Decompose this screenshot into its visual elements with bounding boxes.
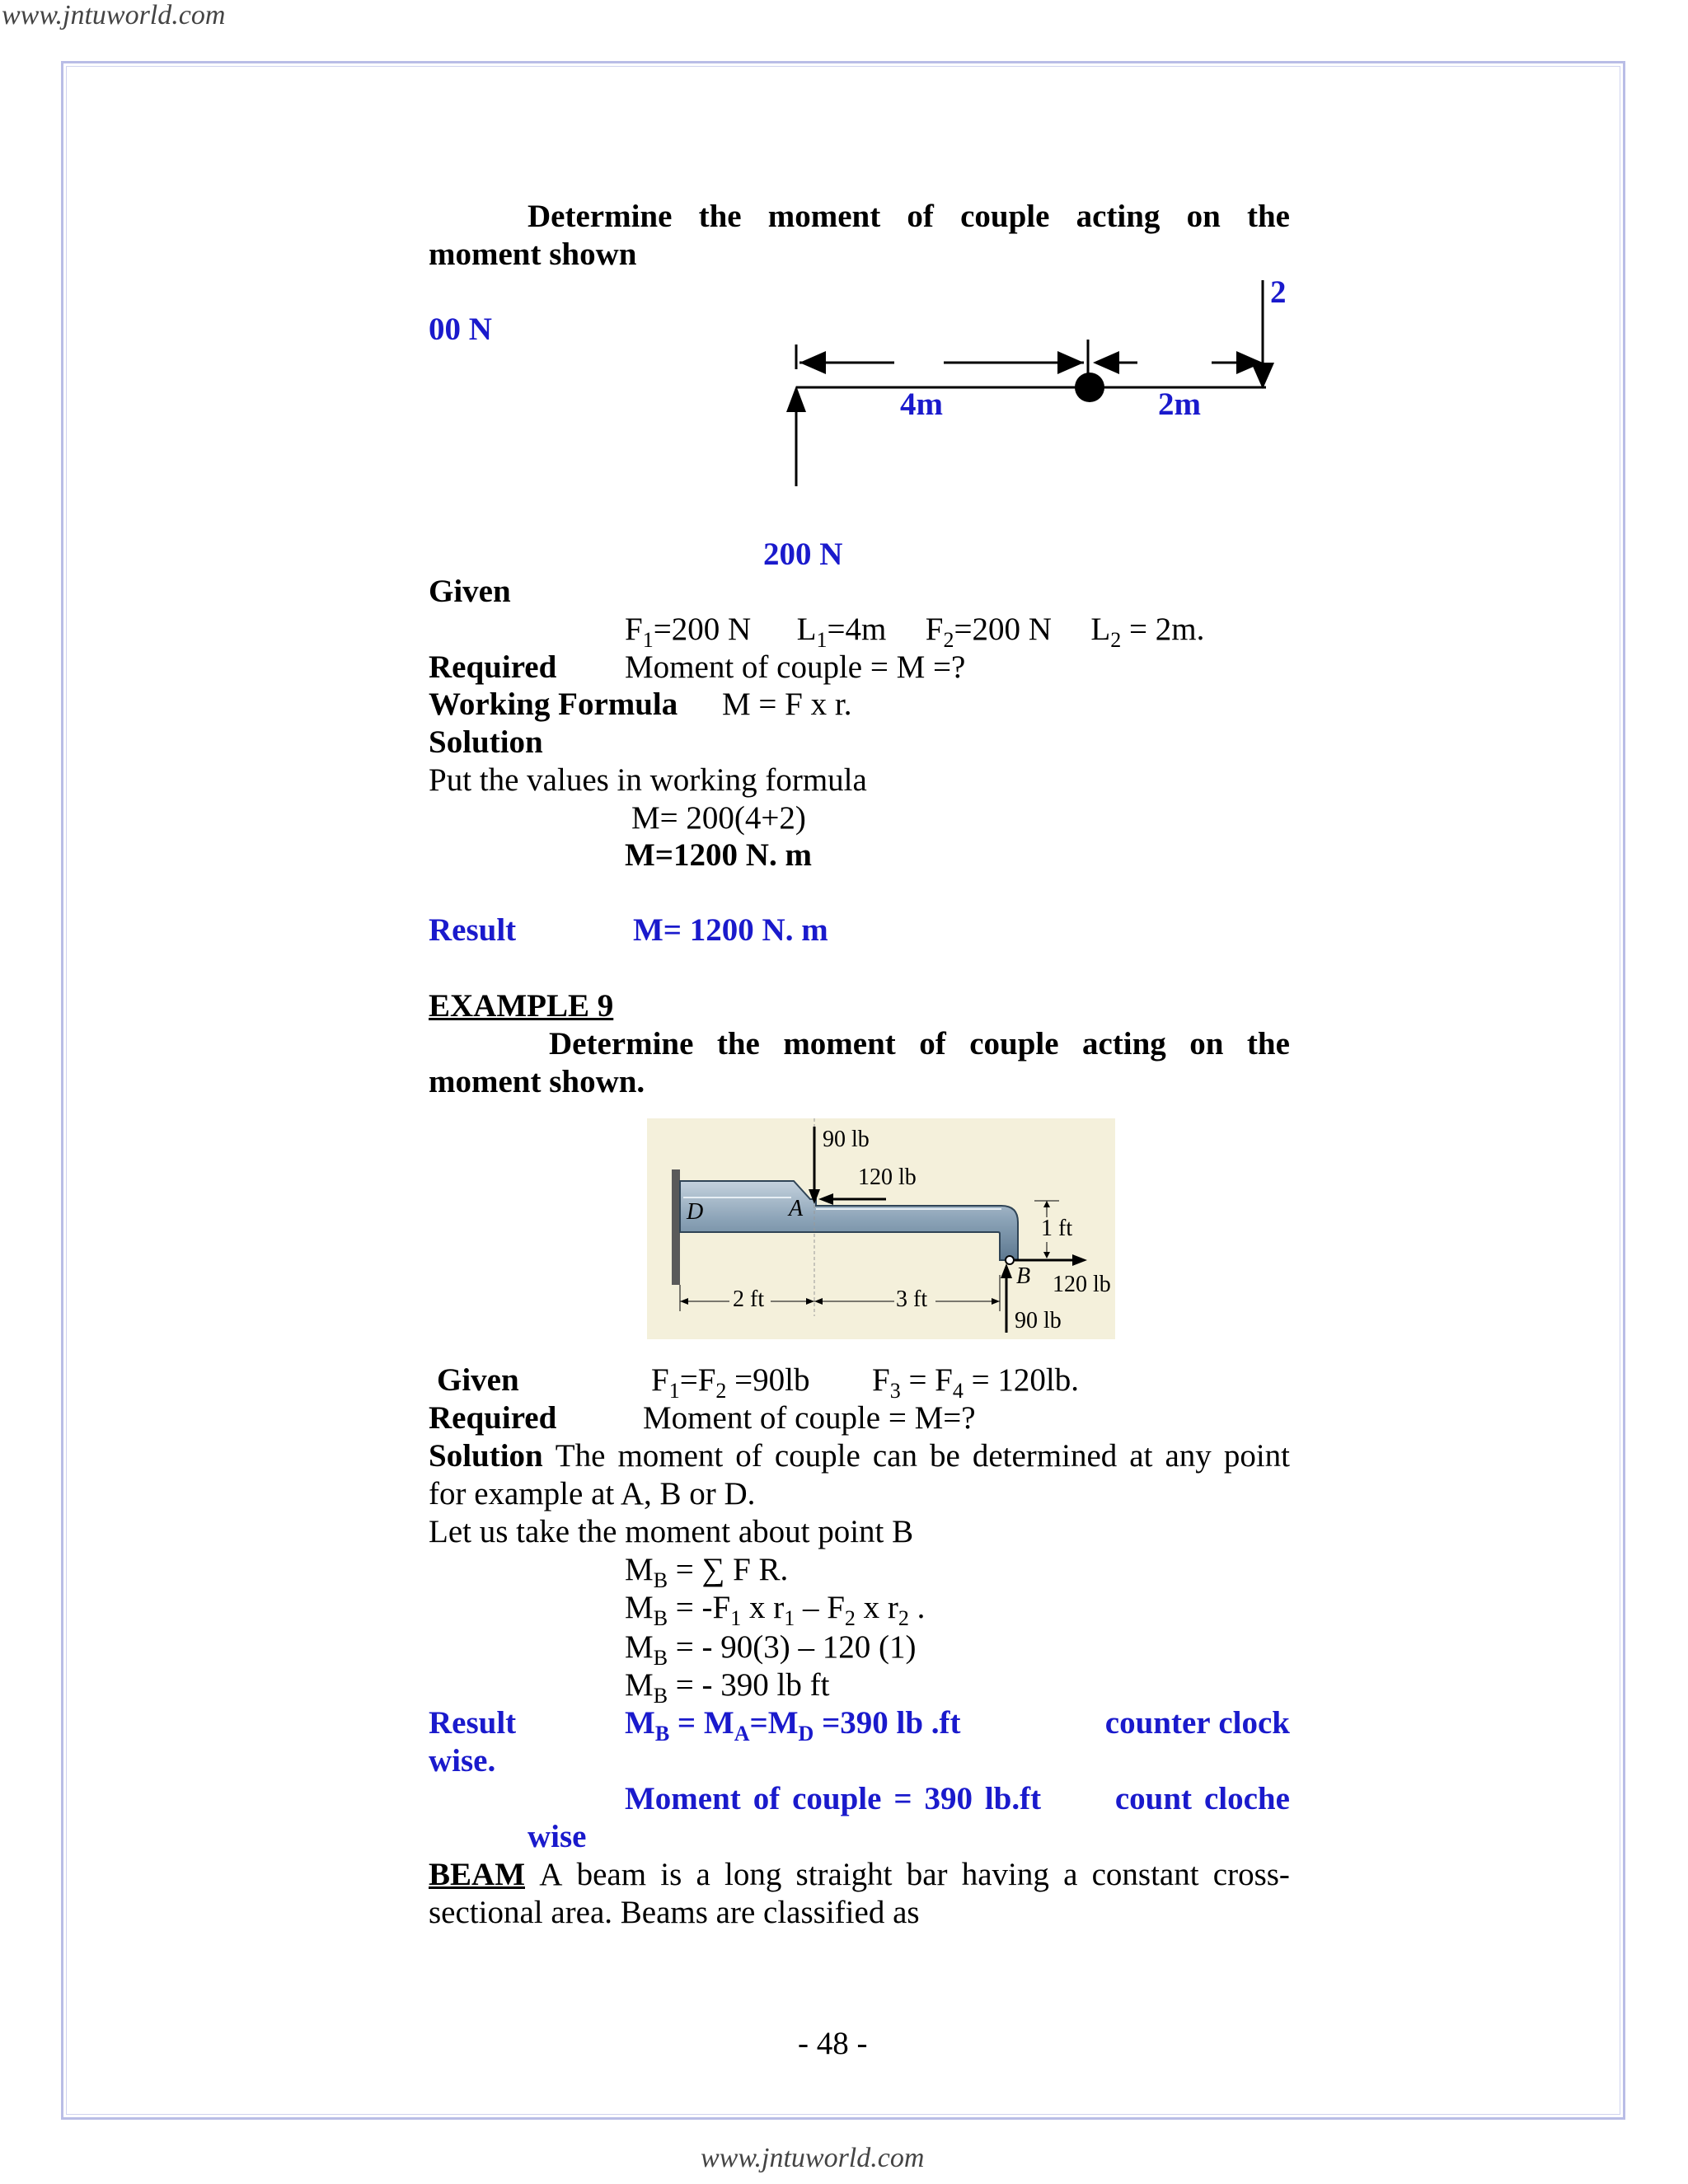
fig8-bottom-force-label: 200 N [763,537,843,572]
ex9-result-label: Result [429,1705,517,1741]
ex9-required-label: Required [429,1400,557,1436]
ex8-result-label: Result [429,912,517,948]
ex8-question-line1: Determine the moment of couple acting on the [528,199,1290,234]
ex8-required-label: Required [429,649,557,685]
watermark-top: www.jntuworld.com [2,0,226,30]
ex9-solution-line2: for example at A, B or D. [429,1476,756,1511]
ex9-solution-line1: Solution The moment of couple can be determined at any point [429,1438,1290,1474]
fig9-point-a: A [789,1196,804,1221]
ex8-solution-text: Put the values in working formula [429,762,867,798]
ex8-given-values: $F_1=200$ N $L_1=4m$ $F_2=200$ N $L_2 = 2m$. [625,612,1205,652]
watermark-bottom: www.jntuworld.com [701,2143,925,2173]
ex8-formula-text: M = F x r. [722,687,852,722]
ex9-calc3: $M_B$ = - 90(3) – 120 (1) [625,1629,917,1670]
fig9-panel [647,1118,1115,1339]
fig8-left-force-label: 00 N [429,312,492,347]
ex9-result-wrap: wise. [429,1743,496,1779]
ex9-solution-line3: Let us take the moment about point B [429,1514,914,1549]
fig9-point-d: D [687,1199,704,1225]
fig9-label-90lb-top: 90 lb [823,1127,870,1152]
page-number: - 48 - [798,2026,868,2061]
ex8-result-text: M= 1200 N. m [633,912,828,948]
fig9-label-120lb-right: 120 lb [1053,1272,1111,1297]
ex9-heading: EXAMPLE 9 [429,988,614,1024]
beam-line1: BEAM A beam is a long straight bar having a constant cross- [429,1857,1290,1892]
fig9-label-120lb-mid: 120 lb [858,1165,917,1190]
fig8-right-force-label: 2 [1270,274,1287,310]
ex9-required-text: Moment of couple = M=? [643,1400,976,1436]
fig9-dim-3ft: 3 ft [896,1286,928,1312]
ex9-calc2: $M_B = -F_1$ x $r_1 - F_2$ x $r_2$ . [625,1590,926,1630]
fig9-point-b: B [1016,1263,1031,1289]
fig9-dim-1ft: 1 ft [1041,1216,1073,1241]
ex9-result-line: $M_B = M_A=M_D =390$ lb .ft counter clock [625,1705,1290,1746]
ex9-question-line1: Determine the moment of couple acting on the [549,1026,1290,1062]
ex8-solution-label: Solution [429,724,543,760]
ex9-calc1: $M_B$ = ∑ F R. [625,1552,789,1592]
fig8-diagram [775,272,1302,494]
ex8-formula-label: Working Formula [429,687,678,722]
ex9-given-values: $F_1=F_2 =90lb$ $F_3 = F_4 = 120lb$. [651,1362,1079,1403]
fig9-dim-2ft: 2 ft [733,1286,765,1312]
ex9-moment-line: Moment of couple = 390 lb.ft count cloche [625,1781,1290,1816]
ex8-question-line2: moment shown [429,237,637,272]
ex8-required-text: Moment of couple = M =? [625,649,966,685]
ex9-calc4: $M_B$ = - 390 lb ft [625,1667,830,1708]
fig9-label-90lb-bottom: 90 lb [1015,1308,1062,1333]
ex8-calc2: M=1200 N. m [625,837,812,873]
ex8-given-label: Given [429,574,511,609]
ex9-moment-wrap: wise [528,1819,587,1854]
fig8-dim-4m: 4m [900,387,943,422]
ex8-calc1: M= 200(4+2) [631,800,806,836]
ex9-question-line2: moment shown. [429,1064,645,1099]
ex9-given-label: Given [437,1362,519,1398]
fig8-dim-2m: 2m [1158,387,1201,422]
beam-line2: sectional area. Beams are classified as [429,1895,920,1930]
